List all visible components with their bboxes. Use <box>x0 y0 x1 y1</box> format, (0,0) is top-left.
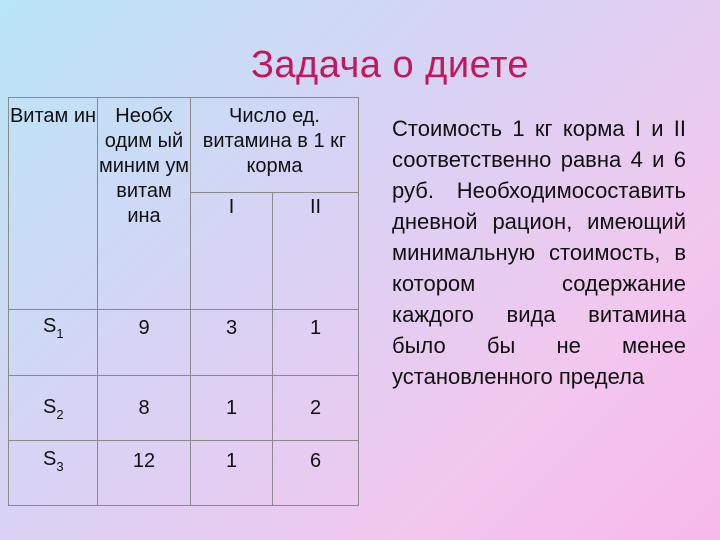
feed-1-value: 1 <box>191 376 273 441</box>
problem-description: Стоимость 1 кг корма I и II соответственно равна 4 и 6 руб. Необходимосоставить дневной рацион, имеющий минимальную стоимость, в котором содержание каждого вида витамина было бы не менее установленного предела <box>392 116 686 389</box>
feed-2-value: 1 <box>273 310 359 376</box>
min-need-value: 9 <box>98 310 191 376</box>
header-min-need: Необх одим ый миним ум витам ина <box>98 98 191 310</box>
table-row <box>9 441 359 506</box>
min-need-value: 12 <box>98 441 191 506</box>
min-need-value: 8 <box>98 376 191 441</box>
feed-1-value: 1 <box>191 441 273 506</box>
vitamin-name: $S_2$ <box>9 376 98 441</box>
feed-2-value: 6 <box>273 441 359 506</box>
header-units-per-kg: Число ед. витамина в 1 кг корма <box>191 98 359 193</box>
header-feed-1: I <box>191 193 273 310</box>
vitamin-name: $S_1$ <box>9 310 98 376</box>
table-row <box>9 310 359 376</box>
header-vitamin: Витам ин <box>9 98 98 310</box>
vitamin-name: $S_3$ <box>9 441 98 506</box>
table-row <box>9 376 359 441</box>
diet-table <box>8 97 359 506</box>
feed-2-value: 2 <box>273 376 359 441</box>
slide-title: Задача о диете <box>250 44 530 86</box>
header-feed-2: II <box>273 193 359 310</box>
feed-1-value: 3 <box>191 310 273 376</box>
